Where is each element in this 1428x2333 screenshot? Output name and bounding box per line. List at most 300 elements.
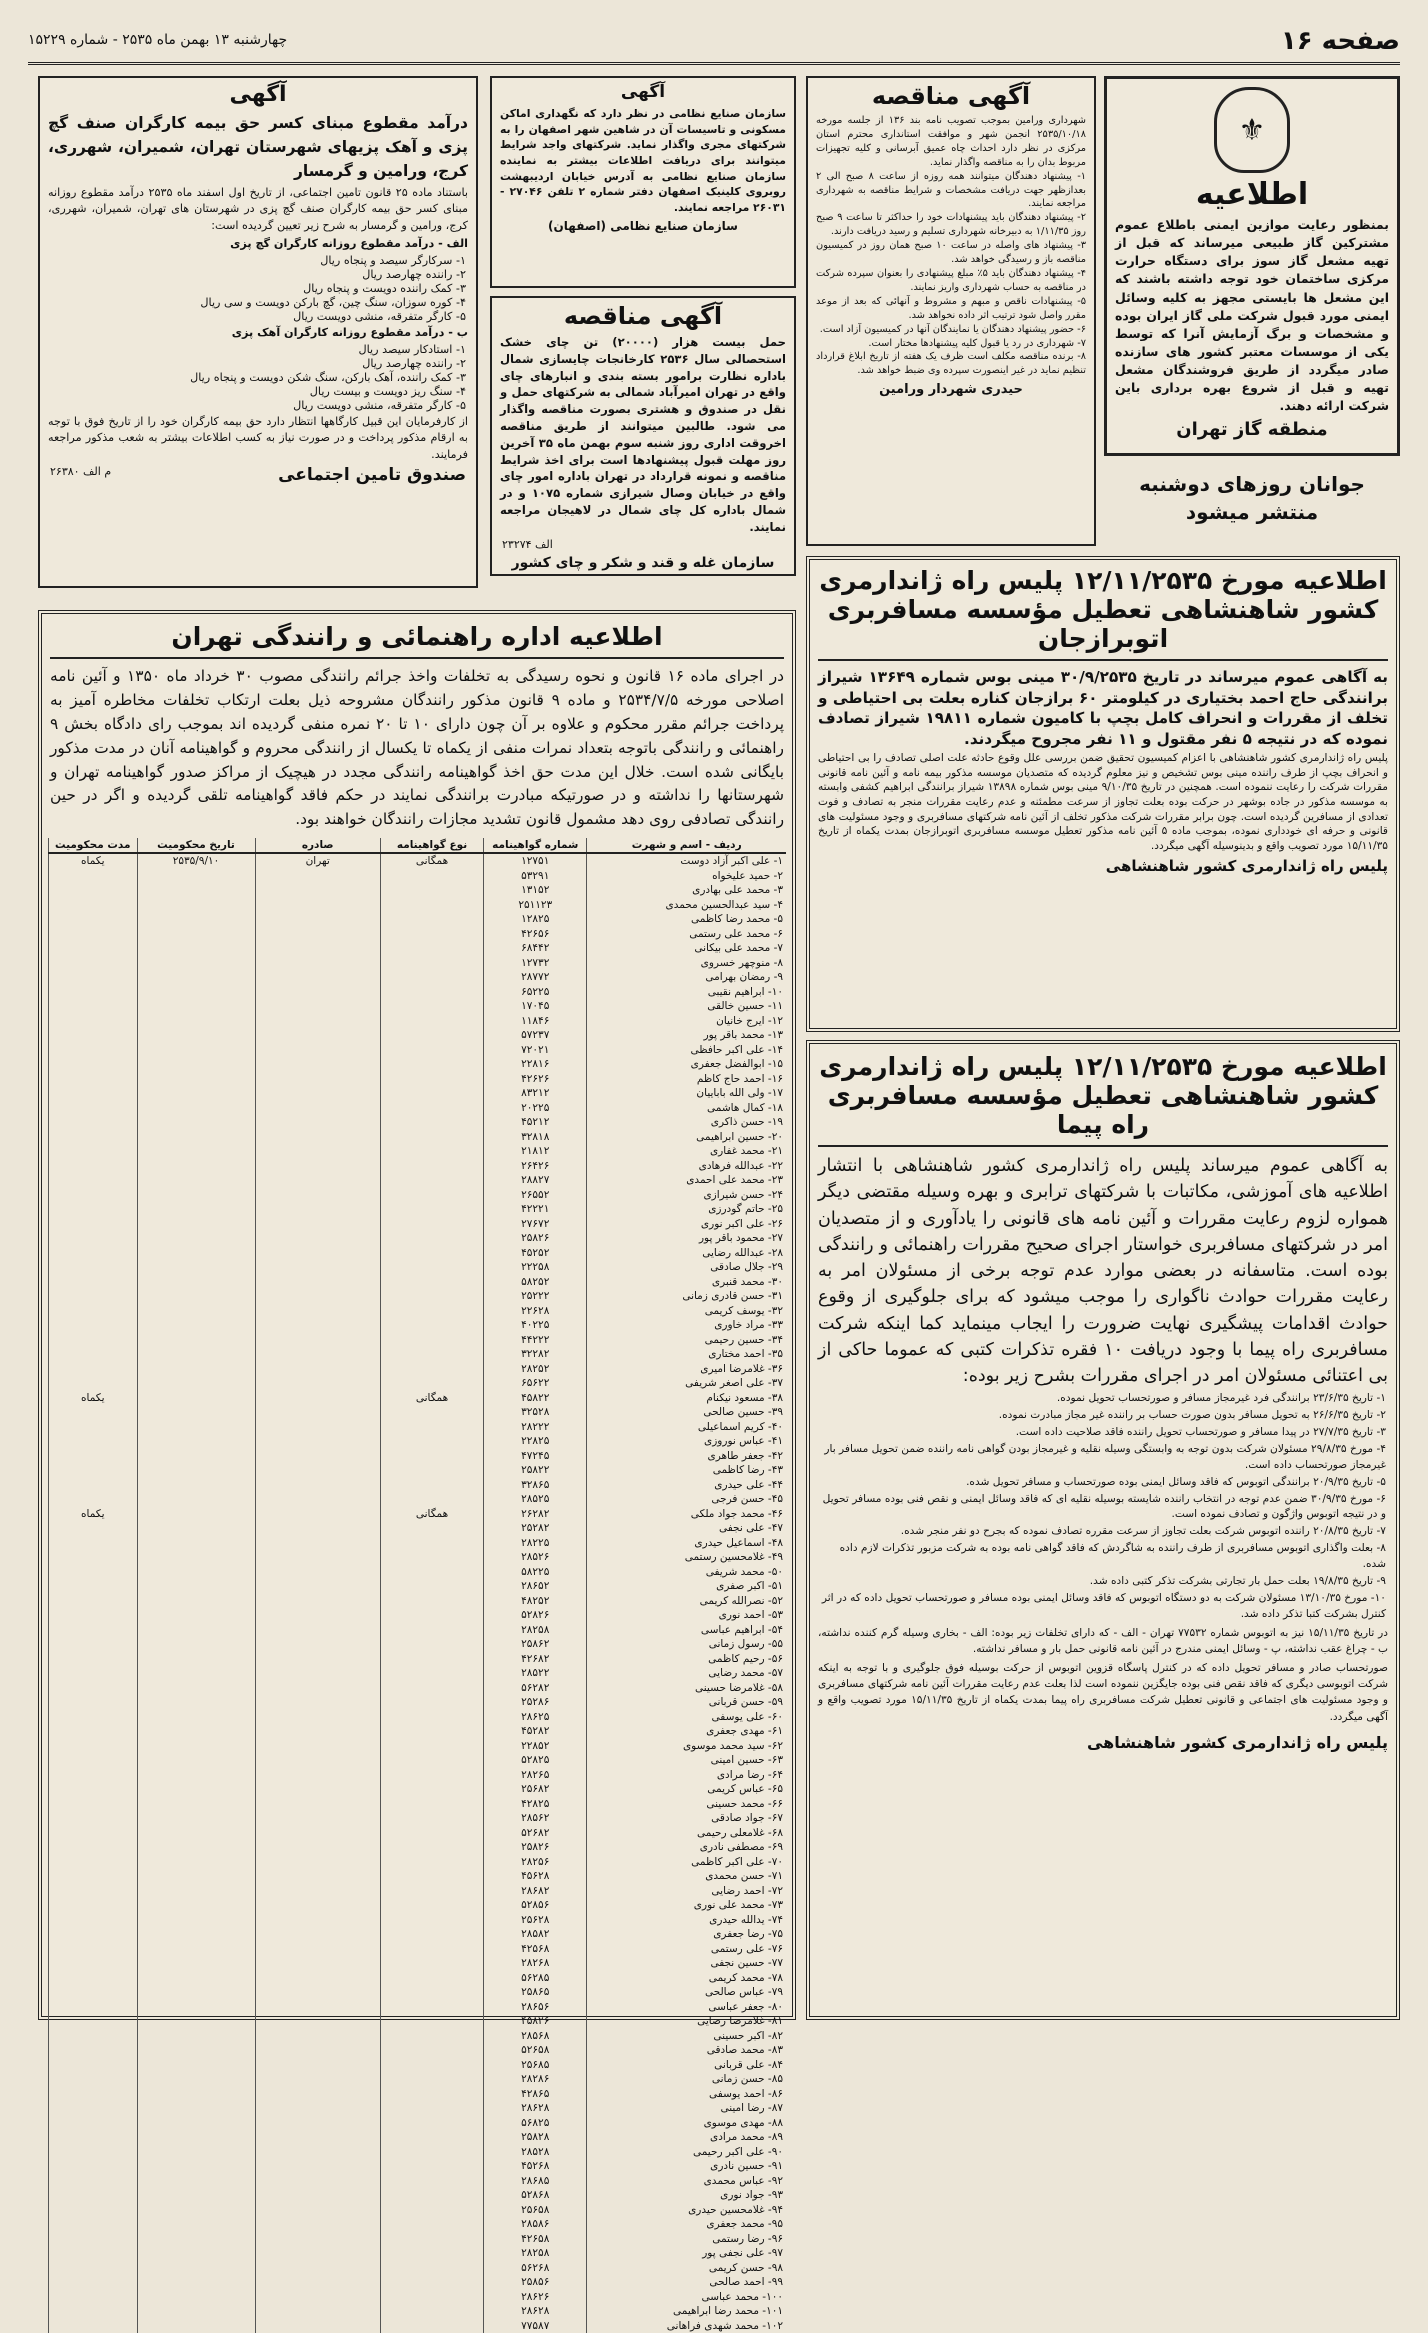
table-cell bbox=[380, 1782, 483, 1797]
table-cell: ۸۳- محمد صادقی bbox=[587, 2043, 786, 2058]
table-cell bbox=[380, 1362, 483, 1377]
table-cell bbox=[255, 2319, 380, 2333]
insurance-headline: درآمد مقطوع مبنای کسر حق بیمه کارگران صنف گچ پزی و آهک پزیهای شهرستان تهران، شمیران، شهرری، کرج، ورامین و گرمسار bbox=[48, 114, 468, 181]
table-cell bbox=[255, 1405, 380, 1420]
table-cell bbox=[380, 2304, 483, 2319]
table-cell bbox=[380, 2101, 483, 2116]
table-cell bbox=[137, 2014, 255, 2029]
table-cell bbox=[255, 1840, 380, 1855]
drivers-table bbox=[48, 838, 786, 2333]
table-cell bbox=[49, 1130, 138, 1145]
table-cell: ۵۰- محمد شریفی bbox=[587, 1565, 786, 1580]
table-cell bbox=[255, 1855, 380, 1870]
table-cell bbox=[255, 2174, 380, 2189]
table-cell bbox=[49, 2159, 138, 2174]
table-cell: ۷۸- محمد کریمی bbox=[587, 1971, 786, 1986]
table-row bbox=[49, 2000, 787, 2015]
insurance-sign-row bbox=[50, 465, 466, 485]
table-cell bbox=[380, 1869, 483, 1884]
table-cell bbox=[380, 1260, 483, 1275]
table-cell bbox=[255, 1463, 380, 1478]
table-cell bbox=[137, 2058, 255, 2073]
table-cell bbox=[49, 2217, 138, 2232]
table-cell: ۴- سید عبدالحسین محمدی bbox=[587, 898, 786, 913]
table-cell: ۱۳- محمد باقر پور bbox=[587, 1028, 786, 1043]
table-cell bbox=[49, 2188, 138, 2203]
table-cell bbox=[137, 1492, 255, 1507]
table-cell bbox=[380, 2203, 483, 2218]
table-cell bbox=[49, 2130, 138, 2145]
table-row bbox=[49, 1565, 787, 1580]
table-cell bbox=[255, 1333, 380, 1348]
table-cell bbox=[137, 1057, 255, 1072]
table-cell bbox=[49, 1652, 138, 1667]
table-cell: ۲۵۶۸۵ bbox=[484, 2058, 587, 2073]
table-cell: ۴۲۵۶۸ bbox=[484, 1942, 587, 1957]
table-cell bbox=[255, 1260, 380, 1275]
table-cell: ۲۲- عبدالله فرهادی bbox=[587, 1159, 786, 1174]
table-row bbox=[49, 1695, 787, 1710]
table-cell bbox=[137, 1666, 255, 1681]
table-cell bbox=[380, 869, 483, 884]
table-cell bbox=[49, 1536, 138, 1551]
table-cell: ۲۵۸۲۲ bbox=[484, 1463, 587, 1478]
table-cell: ۳۹- حسین صالحی bbox=[587, 1405, 786, 1420]
table-cell bbox=[380, 1086, 483, 1101]
traffic-notice bbox=[38, 610, 796, 2332]
table-cell: ۴۰- کریم اسماعیلی bbox=[587, 1420, 786, 1435]
table-cell: ۷۲۰۲۱ bbox=[484, 1043, 587, 1058]
table-cell bbox=[255, 1521, 380, 1536]
police2-tail: صورتحساب صادر و مسافر تحویل داده که در کنترل پاسگاه قزوین اتوبوس از حرکت بوسیله فوق جلوگیری و با توجه به اینکه شرکت اتوبوسی دیگری که فاقد نقص فنی بوده جایگزین ننموده است لذا بعلت عدم رعایت مقررات آئین نامه شرکتهای مسافربری و وجود مسئولیت های اجتماعی و قانونی تعطیل شرکت مسافربری راه پیما بمدت یکماه از تاریخ ۱۵/۱۱/۳۵ مورد تصویب واقع و آگهی میگردد. bbox=[818, 1661, 1388, 1723]
table-row bbox=[49, 1652, 787, 1667]
table-cell bbox=[255, 898, 380, 913]
table-cell bbox=[255, 1449, 380, 1464]
table-cell bbox=[49, 1420, 138, 1435]
table-cell bbox=[49, 1608, 138, 1623]
varamin-para: ۱- پیشنهاد دهندگان میتوانند همه روزه از ساعت ۸ صبح الی ۲ بعدازظهر جهت دریافت مشخصات و شرایط مناقصه به شهرداری مراجعه نمایند. bbox=[816, 170, 1086, 210]
table-cell: ۲۵۶۵۸ bbox=[484, 2203, 587, 2218]
traffic-title: اطلاعیه اداره راهنمائی و رانندگی تهران bbox=[171, 622, 663, 651]
table-cell bbox=[380, 2290, 483, 2305]
table-cell: ۵۲۸۶۸ bbox=[484, 2188, 587, 2203]
table-cell bbox=[137, 927, 255, 942]
table-cell bbox=[137, 1579, 255, 1594]
table-cell: ۶۲- سید محمد موسوی bbox=[587, 1739, 786, 1754]
table-cell: ۱۲۷۳۲ bbox=[484, 956, 587, 971]
table-cell: ۲۸۶۲۵ bbox=[484, 1710, 587, 1725]
table-cell bbox=[380, 1202, 483, 1217]
table-cell bbox=[380, 1463, 483, 1478]
table-cell bbox=[137, 1463, 255, 1478]
table-cell bbox=[255, 970, 380, 985]
table-row bbox=[49, 1724, 787, 1739]
table-cell bbox=[255, 1811, 380, 1826]
table-cell: ۸۳۲۱۲ bbox=[484, 1086, 587, 1101]
table-row bbox=[49, 1521, 787, 1536]
table-cell: ۱۷۰۴۵ bbox=[484, 999, 587, 1014]
table-cell: ۹۷- علی نجفی پور bbox=[587, 2246, 786, 2261]
table-cell bbox=[255, 1420, 380, 1435]
table-cell bbox=[137, 1434, 255, 1449]
table-cell: ۵۶۲۸۲ bbox=[484, 1681, 587, 1696]
table-cell bbox=[49, 1057, 138, 1072]
table-cell bbox=[137, 1811, 255, 1826]
table-cell bbox=[255, 1768, 380, 1783]
table-cell bbox=[255, 1826, 380, 1841]
table-cell bbox=[137, 2130, 255, 2145]
table-cell bbox=[380, 1623, 483, 1638]
table-row bbox=[49, 1289, 787, 1304]
table-cell bbox=[137, 1275, 255, 1290]
table-cell bbox=[255, 1115, 380, 1130]
table-cell bbox=[255, 1362, 380, 1377]
table-cell: ۲۹- جلال صادقی bbox=[587, 1260, 786, 1275]
insurance-intro: باستناد ماده ۲۵ قانون تامین اجتماعی، از تاریخ اول اسفند ماه ۲۵۳۵ درآمد مقطوع روزانه مبنای کسر حق بیمه کارگران صنف گچ پزی در شهرستان های تهران، شمیران، شهرری، کرج، ورامین و گرمسار به شرح زیر تعیین گردیده است: bbox=[48, 186, 468, 232]
varamin-para: ۶- حضور پیشنهاد دهندگان یا نمایندگان آنها در کمیسیون آزاد است. bbox=[819, 323, 1086, 335]
youth-note-box bbox=[1104, 466, 1400, 536]
table-cell bbox=[380, 1927, 483, 1942]
police2-title-line2: کشور شاهنشاهی تعطیل مؤسسه مسافربری راه پیما bbox=[827, 1081, 1379, 1139]
table-cell bbox=[49, 1724, 138, 1739]
table-row bbox=[49, 1043, 787, 1058]
table-cell: ۲۸۵۲۲ bbox=[484, 1666, 587, 1681]
table-row bbox=[49, 2188, 787, 2203]
table-cell: ۱۲۷۵۱ bbox=[484, 853, 587, 869]
table-cell bbox=[255, 985, 380, 1000]
table-cell: ۱۰۲- محمد شهدی فراهانی bbox=[587, 2319, 786, 2333]
table-cell: ۲۰۲۲۵ bbox=[484, 1101, 587, 1116]
table-row bbox=[49, 1971, 787, 1986]
table-cell: ۲۸- عبدالله رضایی bbox=[587, 1246, 786, 1261]
table-cell: ۲۸۵۸۲ bbox=[484, 1927, 587, 1942]
insurance-list2-title: ب - درآمد مقطوع روزانه کارگران آهک پزی bbox=[231, 325, 468, 339]
table-cell bbox=[137, 1231, 255, 1246]
table-cell bbox=[255, 2087, 380, 2102]
table-cell bbox=[380, 1971, 483, 1986]
table-cell bbox=[255, 2232, 380, 2247]
table-cell bbox=[255, 2116, 380, 2131]
table-cell: ۳۷- علی اصغر شریفی bbox=[587, 1376, 786, 1391]
table-cell bbox=[49, 1289, 138, 1304]
table-cell bbox=[380, 956, 483, 971]
table-cell bbox=[255, 2029, 380, 2044]
table-cell bbox=[380, 2130, 483, 2145]
table-cell: ۴۲۶۵۶ bbox=[484, 927, 587, 942]
table-cell: ۶۸۴۴۲ bbox=[484, 941, 587, 956]
table-cell bbox=[137, 956, 255, 971]
table-cell bbox=[255, 1637, 380, 1652]
table-cell bbox=[49, 1376, 138, 1391]
table-cell bbox=[137, 2087, 255, 2102]
table-cell: ۴۵۶۲۸ bbox=[484, 1869, 587, 1884]
drivers-table-body bbox=[49, 853, 787, 2333]
table-cell: ۴۶- محمد جواد ملکی bbox=[587, 1507, 786, 1522]
table-row bbox=[49, 1579, 787, 1594]
table-cell bbox=[137, 1826, 255, 1841]
table-cell: ۲۸۶۲۸ bbox=[484, 2101, 587, 2116]
table-cell bbox=[137, 2275, 255, 2290]
table-row bbox=[49, 1840, 787, 1855]
table-row bbox=[49, 1869, 787, 1884]
table-cell: ۲۵۲۲۲ bbox=[484, 1289, 587, 1304]
table-cell bbox=[49, 1811, 138, 1826]
table-cell bbox=[49, 2029, 138, 2044]
table-cell: ۲۸۶۵۲ bbox=[484, 1579, 587, 1594]
table-cell bbox=[380, 1695, 483, 1710]
list-item: ۴- مورخ ۲۹/۸/۳۵ مسئولان شرکت بدون توجه به وابستگی وسیله نقلیه و غیرمجاز بودن گواهی نامه راننده ضمن تحویل مسافر بار غیرمجاز صورتحساب داده است. bbox=[824, 1442, 1386, 1471]
table-cell: ۲۷۶۷۲ bbox=[484, 1217, 587, 1232]
table-cell: ۵۷۲۳۷ bbox=[484, 1028, 587, 1043]
table-cell: ۲۵۸۶۲ bbox=[484, 1637, 587, 1652]
table-row bbox=[49, 1507, 787, 1522]
insurance-notice bbox=[38, 76, 478, 588]
table-cell bbox=[49, 2232, 138, 2247]
table-row bbox=[49, 1159, 787, 1174]
table-cell bbox=[255, 1550, 380, 1565]
table-cell bbox=[137, 883, 255, 898]
table-cell: ۹۰- علی اکبر رحیمی bbox=[587, 2145, 786, 2160]
table-cell: همگانی bbox=[380, 853, 483, 869]
table-cell bbox=[380, 2246, 483, 2261]
table-cell bbox=[49, 999, 138, 1014]
table-cell bbox=[380, 1724, 483, 1739]
divider bbox=[818, 659, 1388, 661]
table-cell bbox=[49, 912, 138, 927]
table-cell: ۱۰۰- محمد عباسی bbox=[587, 2290, 786, 2305]
table-row bbox=[49, 927, 787, 942]
table-cell: ۴۵۲۵۲ bbox=[484, 1246, 587, 1261]
table-cell bbox=[380, 1028, 483, 1043]
table-cell bbox=[49, 1043, 138, 1058]
table-cell bbox=[49, 1971, 138, 1986]
table-cell bbox=[255, 2000, 380, 2015]
table-cell bbox=[49, 1144, 138, 1159]
table-cell: ۴۵۸۲۶ bbox=[484, 2014, 587, 2029]
table-cell bbox=[137, 2261, 255, 2276]
column-header: مدت محکومیت bbox=[49, 838, 138, 853]
table-cell: ۷۹- عباس صالحی bbox=[587, 1985, 786, 2000]
table-cell bbox=[255, 1507, 380, 1522]
divider bbox=[50, 657, 784, 659]
table-row bbox=[49, 1217, 787, 1232]
police1-title-line1: اطلاعیه مورخ ۱۲/۱۱/۲۵۳۵ پلیس راه ژاندارمری bbox=[819, 566, 1387, 595]
table-cell bbox=[255, 1579, 380, 1594]
table-cell bbox=[137, 941, 255, 956]
table-cell bbox=[380, 2261, 483, 2276]
table-cell bbox=[255, 1623, 380, 1638]
table-cell bbox=[137, 2174, 255, 2189]
table-cell: ۴۵۲۶۸ bbox=[484, 2159, 587, 2174]
table-cell: ۷۴- یدالله حیدری bbox=[587, 1913, 786, 1928]
table-cell bbox=[49, 970, 138, 985]
varamin-para: ۲- پیشنهاد دهندگان باید پیشنهادات خود را حداکثر تا ساعت ۹ صبح روز ۱/۱۱/۳۵ به دبیرخانه شهرداری تسلیم و رسید دریافت دارند. bbox=[816, 212, 1086, 238]
table-cell bbox=[137, 1884, 255, 1899]
table-cell bbox=[49, 2174, 138, 2189]
table-cell bbox=[380, 1811, 483, 1826]
table-cell bbox=[137, 1927, 255, 1942]
table-cell: ۱۰۱- محمد رضا ابراهیمی bbox=[587, 2304, 786, 2319]
table-cell: ۲۸۵۲۶ bbox=[484, 1550, 587, 1565]
tea-body: حمل بیست هزار (۲۰۰۰۰) تن چای خشک استحصالی سال ۲۵۳۶ کارخانجات چایسازی شمال باداره نظارت برامور بسته بندی و انبارهای چای واقع در تهران امیرآباد شمالی به شرکتهای حمل و نقل در صندوق و هشتری بصورت مناقصه واگذار می شود. طالبین میتوانند از طریق مناقصه اخروقت اداری روز شنبه سوم بهمن ماه ۳۵ آخرین روز مهلت قبول پیشنهادها است برای اخذ شرایط مناقصه و نمونه قرارداد در تهران باداره امور چای واقع در خیابان وصال شیرازی شماره ۱۰۷۵ و در شمال باداره کل چای شمال در لاهیجان مراجعه نمایند. bbox=[500, 335, 786, 534]
table-cell: ۴۷- علی نجفی bbox=[587, 1521, 786, 1536]
table-cell: ۲۵۸۲۶ bbox=[484, 1231, 587, 1246]
table-row bbox=[49, 2261, 787, 2276]
table-cell: ۲۸۶۸۲ bbox=[484, 1884, 587, 1899]
table-cell bbox=[137, 1521, 255, 1536]
table-cell: ۸- منوچهر خسروی bbox=[587, 956, 786, 971]
table-cell bbox=[137, 1217, 255, 1232]
varamin-body bbox=[816, 114, 1086, 378]
police-announcement-rahpeyma bbox=[806, 1040, 1400, 2020]
table-cell bbox=[49, 1942, 138, 1957]
insurance-list1 bbox=[50, 254, 466, 323]
table-cell: ۲۸۲۸۶ bbox=[484, 2072, 587, 2087]
table-cell bbox=[137, 1971, 255, 1986]
table-row bbox=[49, 1478, 787, 1493]
table-row bbox=[49, 1623, 787, 1638]
table-cell: ۲۵۲۸۲ bbox=[484, 1521, 587, 1536]
table-cell bbox=[137, 985, 255, 1000]
table-row bbox=[49, 2029, 787, 2044]
table-cell bbox=[255, 912, 380, 927]
table-cell bbox=[49, 1913, 138, 1928]
table-row bbox=[49, 912, 787, 927]
table-cell bbox=[255, 1652, 380, 1667]
table-cell bbox=[380, 1768, 483, 1783]
table-cell: ۲۸۲۵۸ bbox=[484, 1623, 587, 1638]
table-cell bbox=[380, 1681, 483, 1696]
table-row bbox=[49, 2174, 787, 2189]
table-cell bbox=[49, 2000, 138, 2015]
table-row bbox=[49, 1115, 787, 1130]
table-row bbox=[49, 1797, 787, 1812]
table-cell bbox=[49, 1159, 138, 1174]
table-cell bbox=[255, 956, 380, 971]
table-cell: ۷۳- محمد علی نوری bbox=[587, 1898, 786, 1913]
list-item: ۹- تاریخ ۱۹/۸/۳۵ بعلت حمل بار تجارتی بشرکت تذکر کتبی داده شد. bbox=[1089, 1575, 1386, 1588]
table-cell bbox=[255, 999, 380, 1014]
table-cell bbox=[255, 1217, 380, 1232]
table-row bbox=[49, 956, 787, 971]
table-cell: ۶۵- عباس کریمی bbox=[587, 1782, 786, 1797]
table-cell: ۷۷۵۸۷ bbox=[484, 2319, 587, 2333]
table-row bbox=[49, 1333, 787, 1348]
table-cell bbox=[380, 2174, 483, 2189]
table-cell: ۲۲۸۵۲ bbox=[484, 1739, 587, 1754]
table-cell bbox=[49, 1666, 138, 1681]
table-cell: ۵۲۸۲۶ bbox=[484, 1608, 587, 1623]
list-item: ۲- راننده چهارصد ریال bbox=[362, 357, 466, 371]
table-cell bbox=[255, 1057, 380, 1072]
table-cell bbox=[137, 1840, 255, 1855]
table-cell bbox=[137, 1753, 255, 1768]
table-cell bbox=[380, 1840, 483, 1855]
table-cell bbox=[380, 2217, 483, 2232]
table-cell bbox=[49, 1985, 138, 2000]
list-item: ۷- تاریخ ۲۰/۸/۳۵ راننده اتوبوس شرکت بعلت تجاوز از سرعت مقرره تصادف نموده که بجرح دو نفر منجر شده. bbox=[900, 1525, 1386, 1538]
varamin-signature: حیدری شهردار ورامین bbox=[879, 382, 1023, 398]
table-cell: ۷۰- علی اکبر کاظمی bbox=[587, 1855, 786, 1870]
table-row bbox=[49, 1710, 787, 1725]
table-cell bbox=[49, 956, 138, 971]
table-cell bbox=[137, 1405, 255, 1420]
table-cell: ۳۲۸۱۸ bbox=[484, 1130, 587, 1145]
police1-title-line2: کشور شاهنشاهی تعطیل مؤسسه مسافربری اتوبرازجان bbox=[827, 595, 1379, 653]
table-cell: ۲۱۸۱۲ bbox=[484, 1144, 587, 1159]
table-row bbox=[49, 1188, 787, 1203]
table-cell: ۹۴- غلامحسین حیدری bbox=[587, 2203, 786, 2218]
table-cell: ۳۲۸۶۵ bbox=[484, 1478, 587, 1493]
table-cell bbox=[380, 1188, 483, 1203]
table-row bbox=[49, 1304, 787, 1319]
table-cell bbox=[137, 1391, 255, 1406]
table-row bbox=[49, 2217, 787, 2232]
table-cell bbox=[380, 1246, 483, 1261]
table-cell: ۸۵- حسن زمانی bbox=[587, 2072, 786, 2087]
table-cell bbox=[380, 2188, 483, 2203]
table-row bbox=[49, 1811, 787, 1826]
table-cell bbox=[380, 1304, 483, 1319]
table-row bbox=[49, 869, 787, 884]
table-row bbox=[49, 2087, 787, 2102]
table-cell bbox=[137, 1797, 255, 1812]
table-row bbox=[49, 1913, 787, 1928]
table-cell: ۴۵۸۲۲ bbox=[484, 1391, 587, 1406]
table-cell bbox=[380, 1217, 483, 1232]
table-cell: ۴۲- جعفر طاهری bbox=[587, 1449, 786, 1464]
table-cell: ۲۵۱۱۲۳ bbox=[484, 898, 587, 913]
table-cell bbox=[255, 2058, 380, 2073]
table-cell: تهران bbox=[255, 853, 380, 869]
table-cell bbox=[380, 2159, 483, 2174]
table-cell: ۲۸۵۶۸ bbox=[484, 2029, 587, 2044]
table-cell bbox=[49, 883, 138, 898]
table-cell bbox=[137, 2000, 255, 2015]
table-row bbox=[49, 1231, 787, 1246]
table-cell bbox=[137, 912, 255, 927]
table-cell bbox=[380, 1637, 483, 1652]
table-cell bbox=[137, 1782, 255, 1797]
table-cell: ۲۸۷۷۲ bbox=[484, 970, 587, 985]
table-cell bbox=[380, 1565, 483, 1580]
table-row bbox=[49, 1391, 787, 1406]
table-cell bbox=[255, 1695, 380, 1710]
table-cell: ۴۴۲۲۲ bbox=[484, 1333, 587, 1348]
table-cell: ۲۵۶۸۲ bbox=[484, 1782, 587, 1797]
table-cell bbox=[49, 1188, 138, 1203]
table-row bbox=[49, 2290, 787, 2305]
table-cell bbox=[380, 2072, 483, 2087]
tea-signature: سازمان غله و قند و شکر و چای کشور bbox=[511, 554, 775, 571]
table-cell bbox=[137, 1246, 255, 1261]
table-cell: ۶۹- مصطفی نادری bbox=[587, 1840, 786, 1855]
table-cell bbox=[49, 1869, 138, 1884]
table-cell: ۵۶۲۸۵ bbox=[484, 1971, 587, 1986]
table-cell: ۵۱- اکبر صفری bbox=[587, 1579, 786, 1594]
table-cell: ۴۹- غلامحسین رستمی bbox=[587, 1550, 786, 1565]
table-row bbox=[49, 2275, 787, 2290]
table-cell bbox=[137, 2203, 255, 2218]
table-cell bbox=[255, 1144, 380, 1159]
table-cell bbox=[380, 1797, 483, 1812]
gas-title: اطلاعیه bbox=[1195, 177, 1309, 212]
gas-company-emblem-icon: ⚜ bbox=[1214, 87, 1290, 173]
table-cell: ۶۵۲۲۵ bbox=[484, 985, 587, 1000]
table-cell bbox=[49, 2072, 138, 2087]
table-cell bbox=[49, 1637, 138, 1652]
table-row bbox=[49, 2232, 787, 2247]
